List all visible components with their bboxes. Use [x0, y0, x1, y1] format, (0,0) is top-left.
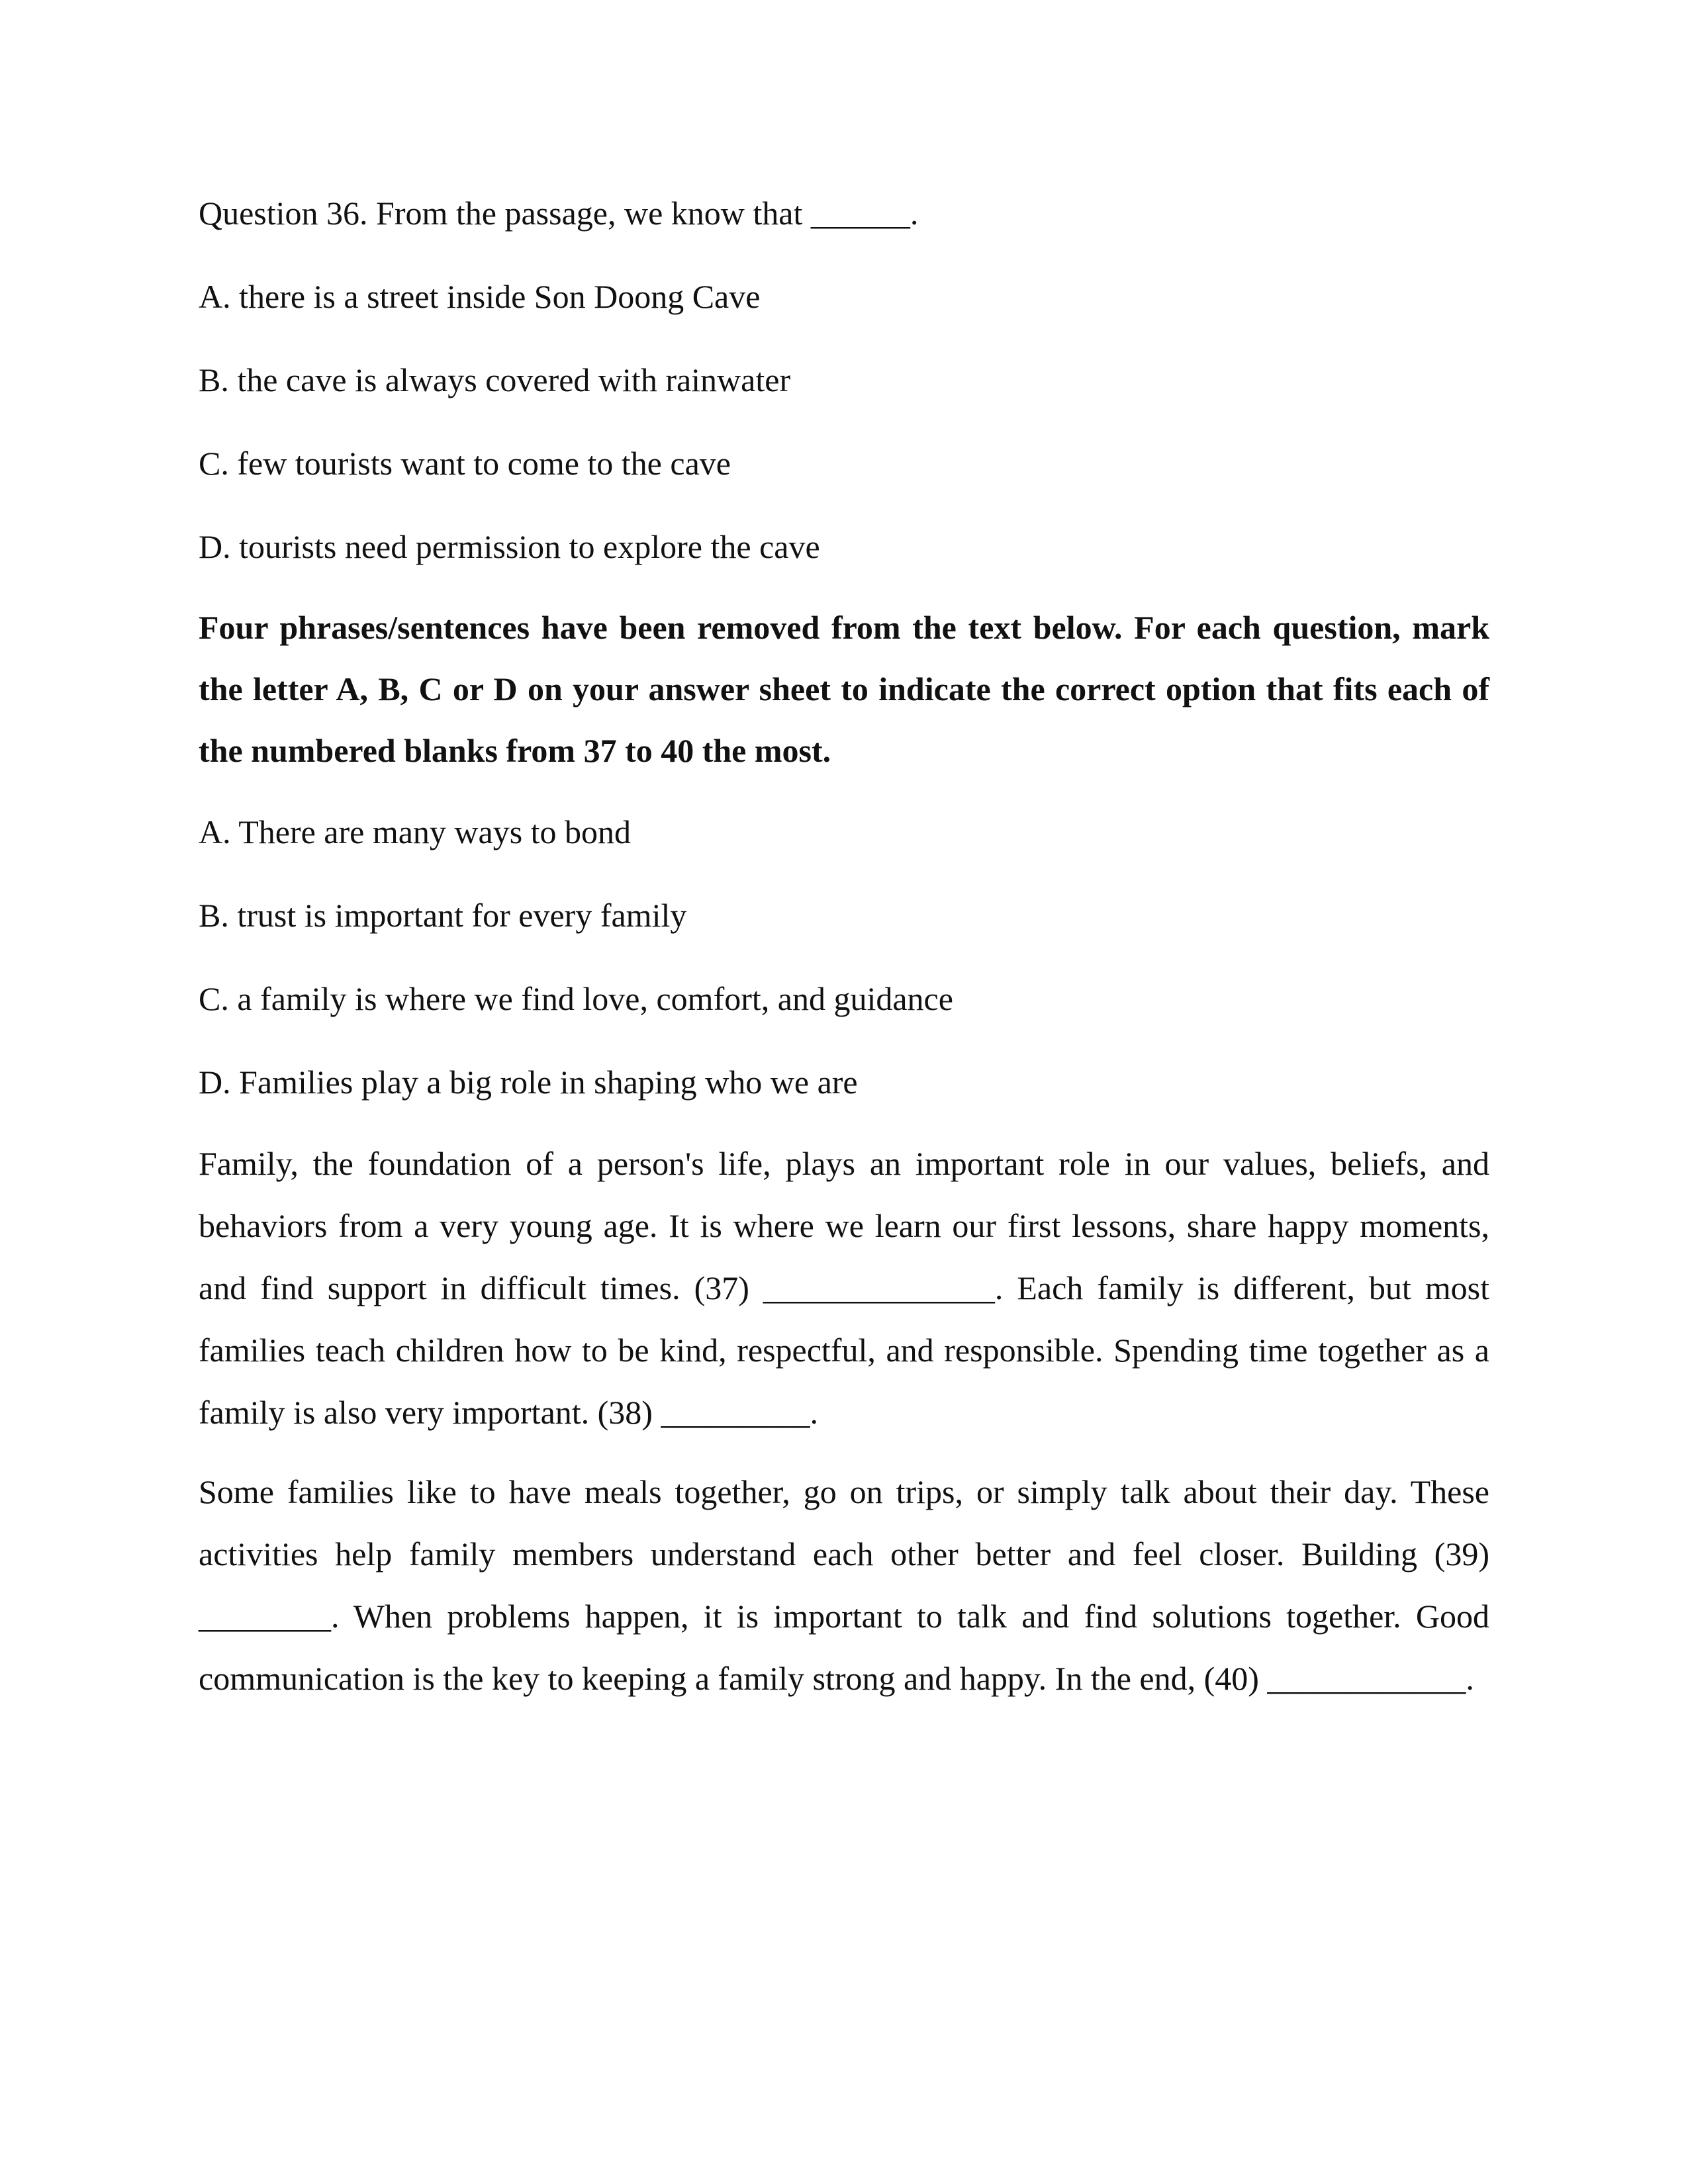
question-36-option-c: C. few tourists want to come to the cave	[199, 445, 731, 482]
phrase-option-c: C. a family is where we find love, comfort, and guidance	[199, 980, 953, 1017]
question-36-option-a: A. there is a street inside Son Doong Cave	[199, 278, 761, 315]
passage-paragraph-1: Family, the foundation of a person's life, plays an important role in our values, beliefs, and behaviors from a very young age. It is where we learn our first lessons, share happy moments, and find support in difficult times. (37) ______________. Each family is different, but most families teach children how to be kind, respectful, and responsible. Spending time together as a family is also very important. (38) _________.	[199, 1145, 1489, 1431]
phrase-option-b: B. trust is important for every family	[199, 897, 687, 934]
question-36-option-b: B. the cave is always covered with rainwater	[199, 361, 791, 398]
phrase-option-d: D. Families play a big role in shaping who we are	[199, 1064, 858, 1101]
section-instructions: Four phrases/sentences have been removed from the text below. For each question, mark the letter A, B, C or D on your answer sheet to indicate the correct option that fits each of the numbered blanks from 37 to 40 the most.	[199, 609, 1489, 769]
question-36-stem: Question 36. From the passage, we know that ______.	[199, 195, 919, 232]
question-36-option-d: D. tourists need permission to explore the cave	[199, 528, 820, 565]
passage-paragraph-2: Some families like to have meals together, go on trips, or simply talk about their day. These activities help family members understand each other better and feel closer. Building (39) ________. When problems happen, it is important to talk and find solutions together. Good communication is the key to keeping a family strong and happy. In the end, (40) ____________.	[199, 1473, 1489, 1697]
document-page	[199, 192, 1489, 1751]
phrase-option-a: A. There are many ways to bond	[199, 813, 632, 850]
